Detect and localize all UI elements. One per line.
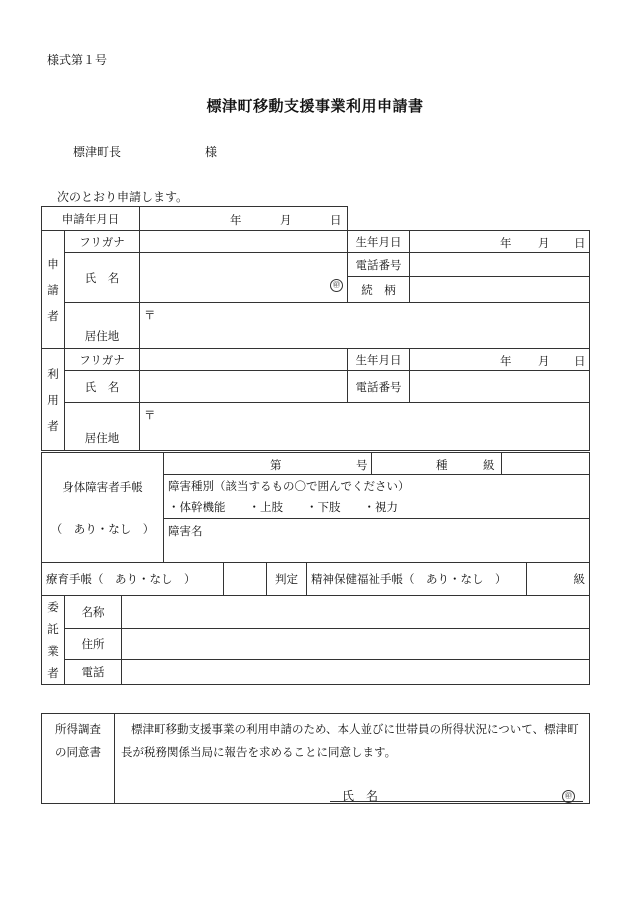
disability-card-title: 身体障害者手帳	[62, 479, 143, 494]
applicant-dob-label: 生年月日	[348, 231, 410, 253]
disability-type-options[interactable]: ・体幹機能 ・上肢 ・下肢 ・視力	[164, 497, 590, 519]
number-suffix: 号	[356, 457, 368, 472]
dob-day: 日	[574, 235, 586, 250]
applicant-phone-field[interactable]	[410, 253, 590, 277]
dob-year: 年	[500, 353, 512, 368]
user-phone-field[interactable]	[410, 371, 590, 403]
applicant-table	[41, 230, 590, 349]
applicant-name-field[interactable]	[140, 253, 348, 303]
consent-label: 所得調査 の同意書	[42, 714, 115, 804]
applicant-phone-label: 電話番号	[348, 253, 410, 277]
applicant-furigana-field[interactable]	[140, 231, 348, 253]
date-month: 月	[280, 212, 292, 227]
disability-extra-field[interactable]	[502, 453, 590, 475]
applicant-address-field[interactable]	[140, 303, 590, 349]
applicant-dob-field[interactable]	[410, 231, 590, 253]
application-date-label: 申請年月日	[42, 207, 140, 231]
postal-mark: 〒	[144, 308, 156, 322]
application-date-table	[41, 206, 348, 231]
date-year: 年	[230, 212, 242, 227]
contractor-name-field[interactable]	[122, 596, 590, 629]
postal-mark: 〒	[144, 408, 156, 422]
user-dob-label: 生年月日	[348, 349, 410, 371]
user-section-label: 利 用 者	[42, 349, 65, 451]
contractor-phone-label: 電話	[65, 660, 122, 685]
contractor-table	[41, 595, 590, 685]
user-name-field[interactable]	[140, 371, 348, 403]
date-day: 日	[330, 212, 342, 227]
applicant-relation-field[interactable]	[410, 277, 590, 303]
user-dob-field[interactable]	[410, 349, 590, 371]
user-furigana-label: フリガナ	[65, 349, 140, 371]
user-phone-label: 電話番号	[348, 371, 410, 403]
user-table	[41, 348, 590, 451]
applicant-relation-label: 続 柄	[348, 277, 410, 303]
user-furigana-field[interactable]	[140, 349, 348, 371]
ryoiku-card[interactable]: 療育手帳（ あり・なし ）	[42, 563, 224, 596]
dob-month: 月	[538, 235, 550, 250]
contractor-address-label: 住所	[65, 629, 122, 660]
user-address-label: 居住地	[65, 403, 140, 451]
disability-card-label	[42, 453, 164, 563]
mental-grade-field[interactable]	[527, 563, 590, 596]
disability-card-presence[interactable]: （ あり・なし ）	[50, 521, 155, 536]
disability-name-field[interactable]	[164, 519, 590, 563]
disability-name-label: 障害名	[168, 524, 203, 538]
number-prefix: 第	[270, 457, 282, 472]
intro-text: 次のとおり申請します。	[57, 190, 189, 204]
disability-number-field[interactable]	[164, 453, 372, 475]
dob-year: 年	[500, 235, 512, 250]
dob-month: 月	[538, 353, 550, 368]
judgement-label: 判定	[267, 563, 307, 596]
page-title: 標津町移動支援事業利用申請書	[206, 97, 424, 115]
other-cards-table	[41, 562, 590, 596]
grade-prefix: 種	[436, 457, 448, 472]
form-number: 様式第１号	[47, 53, 108, 67]
ryoiku-grade-field[interactable]	[224, 563, 267, 596]
disability-type-label: 障害種別（該当するもの〇で囲んでください）	[164, 475, 590, 497]
seal-icon: ㊞	[330, 279, 343, 292]
mental-health-card[interactable]: 精神保健福祉手帳（ あり・なし ）	[307, 563, 527, 596]
contractor-address-field[interactable]	[122, 629, 590, 660]
dob-day: 日	[574, 353, 586, 368]
contractor-phone-field[interactable]	[122, 660, 590, 685]
applicant-section-label: 申 請 者	[42, 231, 65, 349]
contractor-section-label: 委 託 業 者	[42, 596, 65, 685]
grade-suffix: 級	[483, 457, 495, 472]
disability-table	[41, 452, 590, 563]
applicant-furigana-label: フリガナ	[65, 231, 140, 253]
application-date-field[interactable]	[140, 207, 348, 231]
user-name-label: 氏 名	[65, 371, 140, 403]
signature-label: 氏 名	[342, 789, 379, 803]
seal-icon: ㊞	[562, 787, 575, 803]
honorific: 様	[205, 145, 218, 159]
contractor-name-label: 名称	[65, 596, 122, 629]
disability-grade-field[interactable]	[372, 453, 502, 475]
user-address-field[interactable]	[140, 403, 590, 451]
mental-grade-suffix: 級	[573, 572, 585, 586]
applicant-name-label: 氏 名	[65, 253, 140, 303]
applicant-address-label: 居住地	[65, 303, 140, 349]
consent-text: 標津町移動支援事業の利用申請のため、本人並びに世帯員の所得状況について、標津町長が税務関係当局に報告を求めることに同意します。	[121, 722, 579, 759]
addressee: 標津町長	[73, 145, 122, 159]
